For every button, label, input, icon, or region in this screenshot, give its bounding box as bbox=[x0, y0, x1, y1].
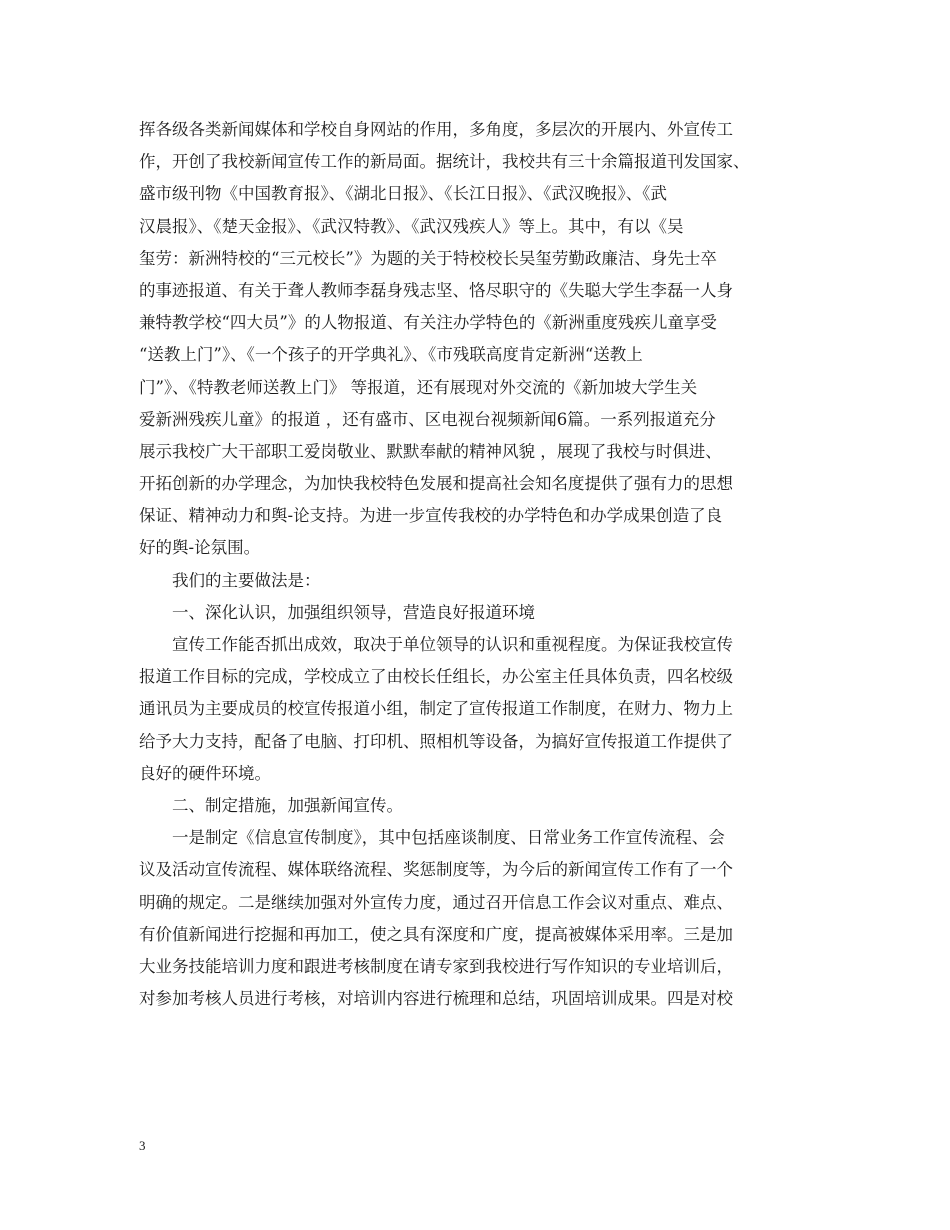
page-number: 3 bbox=[139, 1138, 146, 1153]
body-text bbox=[139, 114, 829, 1015]
text-line: 明确的规定。二是继续加强对外宣传力度，通过召开信息工作会议对重点、难点、 bbox=[139, 892, 733, 912]
text-line: 大业务技能培训力度和跟进考核制度在请专家到我校进行写作知识的专业培训后， bbox=[139, 956, 733, 976]
text-line: “送教上门”》、《一个孩子的开学典礼》、《市残联高度肯定新洲“送教上 bbox=[139, 345, 643, 365]
text-line: 挥各级各类新闻媒体和学校自身网站的作用，多角度，多层次的开展内、外宣传工 bbox=[139, 120, 733, 139]
text-line: 保证、精神动力和舆-论支持。为进一步宣传我校的办学特色和办学成果创造了良 bbox=[139, 506, 723, 526]
paragraph-start-line: 宣传工作能否抓出成效，取决于单位领导的认识和重视程度。为保证我校宣传 bbox=[172, 635, 733, 654]
text-line: 通讯员为主要成员的校宣传报道小组，制定了宣传报道工作制度，在财力、物力上 bbox=[139, 699, 733, 719]
section-heading: 一、深化认识，加强组织领导，营造良好报道环境 bbox=[172, 602, 535, 622]
text-line: 门”》、《特教老师送教上门》 等报道，还有展现对外交流的《新加坡大学生关 bbox=[139, 377, 698, 397]
text-line: 良好的硬件环境。 bbox=[139, 763, 271, 783]
paragraph-start-line: 我们的主要做法是： bbox=[172, 570, 321, 590]
text-line: 的事迹报道、有关于聋人教师李磊身残志坚、恪尽职守的《失聪大学生李磊一人身 bbox=[139, 280, 733, 300]
section-heading: 二、制定措施，加强新闻宣传。 bbox=[172, 795, 403, 815]
text-line: 展示我校广大干部职工爱岗敬业、默默奉献的精神风貌 ，展现了我校与时俱进、 bbox=[139, 441, 722, 461]
paragraph-start-line: 一是制定《信息宣传制度》，其中包括座谈制度、日常业务工作宣传流程、会 bbox=[172, 828, 725, 848]
text-line: 作，开创了我校新闻宣传工作的新局面。据统计，我校共有三十余篇报道刊发国家、 bbox=[139, 152, 750, 172]
text-line: 给予大力支持，配备了电脑、打印机、照相机等设备，为搞好宣传报道工作提供了 bbox=[139, 731, 733, 751]
text-line: 有价值新闻进行挖掘和再加工，使之具有深度和广度，提高被媒体采用率。三是加 bbox=[139, 924, 733, 944]
text-line: 开拓创新的办学理念，为加快我校特色发展和提高社会知名度提供了强有力的思想 bbox=[139, 474, 733, 494]
text-line: 报道工作目标的完成，学校成立了由校长任组长，办公室主任具体负责，四名校级 bbox=[139, 667, 733, 687]
text-line: 汉晨报》、《楚天金报》、《武汉特教》、《武汉残疾人》等上。其中，有以《吴 bbox=[139, 216, 684, 236]
text-line: 爱新洲残疾儿童》的报道 ，还有盛市、区电视台视频新闻6篇。一系列报道充分 bbox=[139, 409, 716, 429]
text-line: 玺劳：新洲特校的“三元校长”》为题的关于特校校长吴玺劳勤政廉洁、身先士卒 bbox=[139, 248, 717, 268]
text-line: 好的舆-论氛围。 bbox=[139, 538, 261, 558]
text-line: 议及活动宣传流程、媒体联络流程、奖惩制度等，为今后的新闻宣传工作有了一个 bbox=[139, 860, 733, 880]
text-line: 兼特教学校“四大员”》的人物报道、有关注办学特色的《新洲重度残疾儿童享受 bbox=[139, 313, 717, 333]
text-line: 盛市级刊物《中国教育报》、《湖北日报》、《长江日报》、《武汉晚报》、《武 bbox=[139, 184, 667, 204]
text-line: 对参加考核人员进行考核，对培训内容进行梳理和总结，巩固培训成果。四是对校 bbox=[139, 989, 733, 1009]
